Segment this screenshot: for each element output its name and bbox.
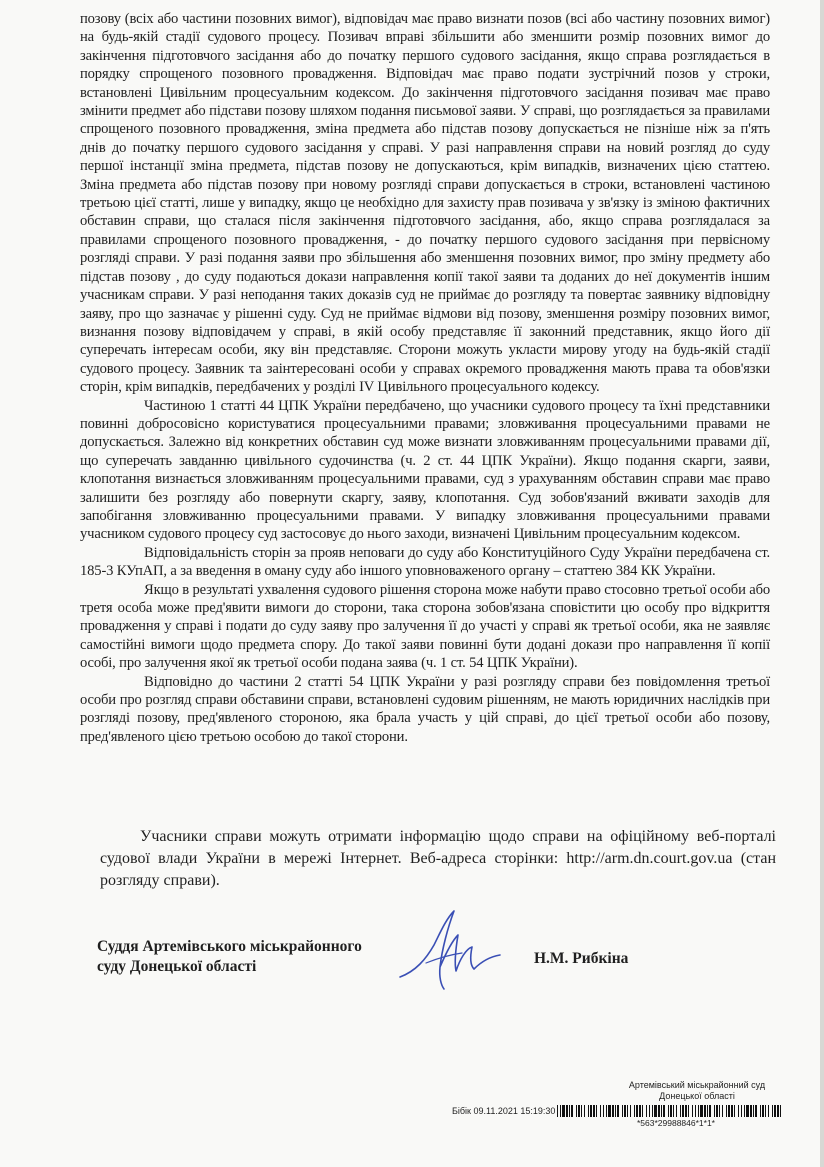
paragraph-third-party: Якщо в результаті ухвалення судового рішення сторона може набути право стосовно третьої особи або третя особа може пред'явити вимоги до сторони, така сторона зобов'язана сповістити цю особу про відкриття провадження у справі і подати до суду заяву про залучення її до участі у справі як третьої особи, яка не заявляє самостійні вимоги щодо предмета спору. До такої заяви повинні бути додані докази про направлення її копії особі, про залучення якої як третьої особи подана заява (ч. 1 ст. 54 ЦПК України). [80,581,770,672]
footer-court [612,1080,782,1102]
judge-name: Н.М. Рибкіна [534,950,629,967]
judge-title [97,937,377,977]
paragraph-claims-changes: позову (всіх або частини позовних вимог), відповідач має право визнати позов (всі або частину позовних вимог) на будь-якій стадії судового процесу. Позивач вправі збільшити або зменшити розмір позовних вимог до закінчення підготовчого засідання або до початку першого судового засідання, якщо справа розглядається в порядку спрощеного позовного провадження. Відповідач має право подати зустрічний позов у строки, встановлені Цивільним процесуальним кодексом. До закінчення підготовчого засідання позивач має право змінити предмет або підстави позову шляхом подання письмової заяви. У справі, що розглядається за правилами спрощеного позовного провадження, зміна предмета або підстав позову допускається не пізніше ніж за п'ять днів до початку першого судового засідання у справі. У разі направлення справи на новий розгляд до суду першої інстанції зміна предмета, підстав позову не допускаються, крім випадків, визначених цією статтею. Зміна предмета або підстав позову при новому розгляді справи допускається в строки, встановлені частиною третьою цієї статті, лише у випадку, якщо це необхідно для захисту прав позивача у зв'язку із зміною фактичних обставин справи, що сталася після закінчення підготовчого засідання, або, якщо справа розглядалася за правилами спрощеного позовного провадження, - до початку першого судового засідання при первісному розгляді справи. У разі подання заяви про збільшення або зменшення позовних вимог, про зміну предмету або підстав позову , до суду подаються докази направлення копії такої заяви та доданих до неї документів іншим учасникам справи. У разі неподання таких доказів суд не приймає до розгляду та повертає заявнику відповідну заяву, про що зазначає у рішенні суду. Суд не приймає відмови від позову, зменшення розміру позовних вимог, визнання позову відповідачем у справі, в якій особу представляє її законний представник, якщо його дії суперечать інтересам особи, яку він представляє. Сторони можуть укласти мирову угоду на будь-якій стадії судового процесу. Заявник та заінтересовані особи у справах окремого провадження мають права та обов'язки сторін, крім випадків, передбачених у розділі IV Цивільного процесуального кодексу. [80,11,770,396]
footer-stamp: Бібік 09.11.2021 15:19:30 [452,1106,556,1116]
paragraph-liability: Відповідальність сторін за прояв неповаги до суду або Конституційного Суду України передбачена ст. 185-3 КУпАП, а за введення в оману суду або іншого уповноваженого органу – статтею 384 КК України. [80,544,770,580]
barcode-icon [557,1105,785,1117]
footer-court-line1: Артемівський міськрайонний суд [628,1080,766,1090]
handwritten-signature [396,905,506,995]
footer-court-line2: Донецької області [659,1091,735,1101]
portal-info [100,826,776,892]
paragraph-third-party-consequences: Відповідно до частини 2 статті 54 ЦПК України у разі розгляду справи без повідомлення третьої особи про розгляд справи обставини справи, встановлені судовим рішенням, не мають юридичних наслідків при розгляді позову, пред'явленого стороною, яка брала участь у цій справі, до цієї третьої особи або позову, пред'явленого цією третьою особою до такої сторони. [80,673,770,745]
judge-title-line2: суду Донецької області [97,958,257,975]
barcode-number: *563*29988846*1*1* [637,1118,715,1128]
document-body [80,10,770,746]
footer-stamp-line [452,1105,785,1117]
portal-info-text: Учасники справи можуть отримати інформацію щодо справи на офіційному веб-порталі судової влади України в мережі Інтернет. Веб-адреса сторінки: http://arm.dn.court.gov.ua (стан розгляду справи). [100,828,776,889]
judge-title-line1: Суддя Артемівського міськрайонного [97,938,362,955]
scan-edge [820,0,824,1167]
paragraph-abuse-of-rights: Частиною 1 статті 44 ЦПК України передбачено, що учасники судового процесу та їхні представники повинні добросовісно користуватися процесуальними правами; зловживання процесуальними правами не допускається. Залежно від конкретних обставин суд може визнати зловживанням процесуальними правами дії, що суперечать завданню цивільного судочинства (ч. 2 ст. 44 ЦПК України). Якщо подання скарги, заяви, клопотання визнається зловживанням процесуальними правами, суд з урахуванням обставин справи має право залишити без розгляду або повернути скаргу, заяву, клопотання. Суд зобов'язаний вживати заходів для запобігання зловживанню процесуальними правами. У випадку зловживання процесуальними правами учасником судового процесу суд застосовує до нього заходи, визначені Цивільним процесуальним кодексом. [80,397,770,543]
